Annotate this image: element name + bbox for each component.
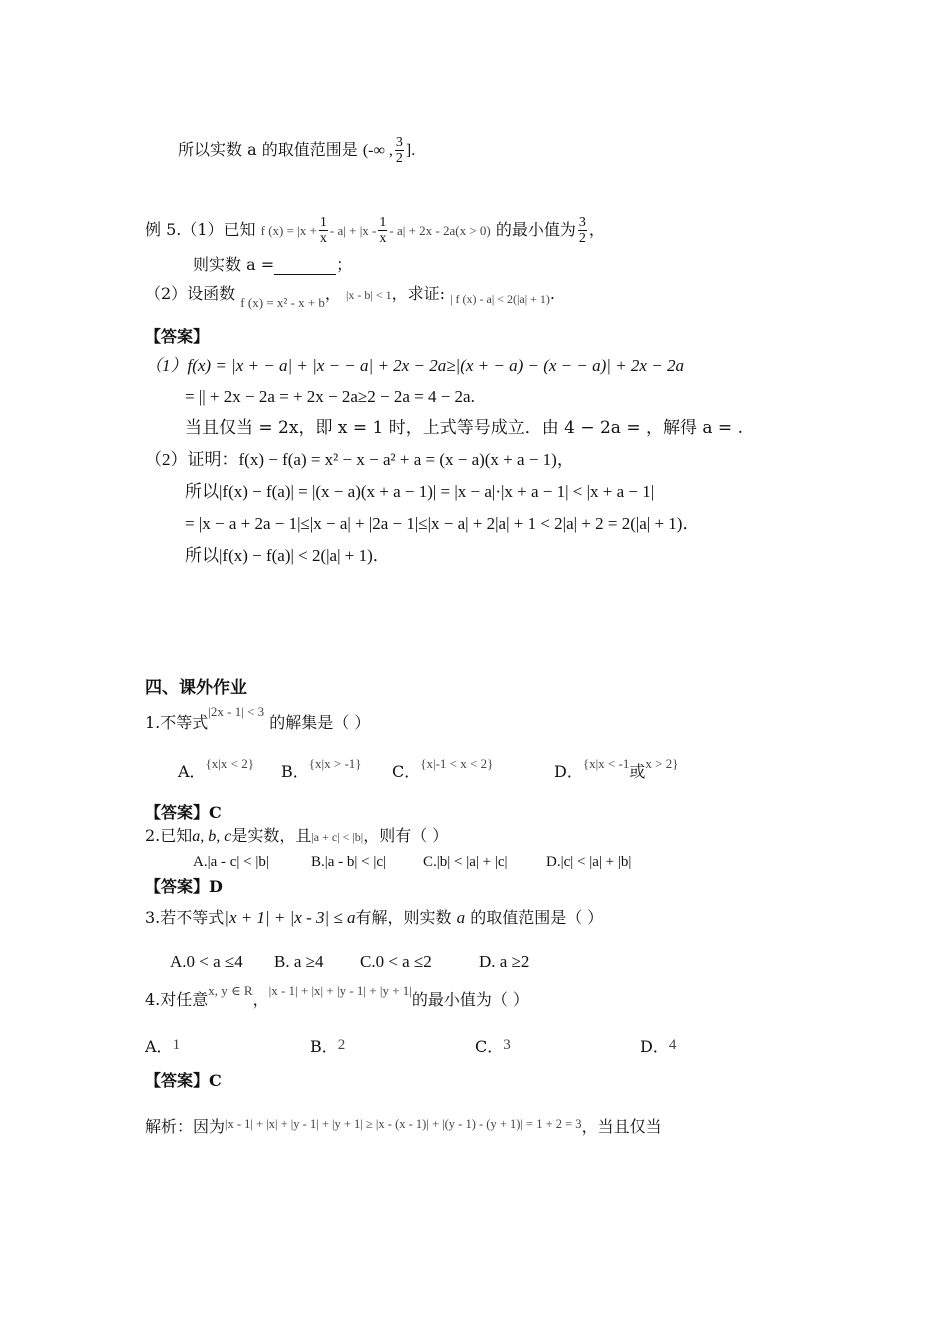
q2-lead: 2.已知 <box>145 826 193 845</box>
q2-mid: 是实数，且 <box>231 826 312 845</box>
conclusion-text: 所以实数 a 的取值范围是 <box>178 140 358 159</box>
example5-expr-part2: - a| + |x - <box>329 223 377 238</box>
section-title: 四、课外作业 <box>145 678 247 698</box>
q2-option-b: B.|a - b| < |c| <box>311 854 387 870</box>
q2-answer: 【答案】D <box>145 877 223 896</box>
analysis-tail: ，当且仅当 <box>581 1117 662 1136</box>
q3-mid: 有解，则实数 <box>355 908 452 927</box>
q1-option-a: A．$^{\{x|x < 2\}}$ <box>178 756 254 781</box>
part2-function: f (x) = x² - x + b <box>240 295 325 310</box>
q3-option-c: C.0 < a ≤2 <box>360 952 432 971</box>
q4-lead: 4.对任意 <box>145 990 209 1009</box>
example5-line2-tail: ； <box>336 255 353 274</box>
q2-tail: ，则有（ ） <box>363 826 449 845</box>
question-2 <box>145 826 448 847</box>
q3-option-b: B. a ≥4 <box>274 952 324 971</box>
q3-var: a <box>456 908 466 927</box>
q3-tail: 的取值范围是（ ） <box>470 908 604 927</box>
analysis <box>145 1117 662 1138</box>
question-3 <box>145 908 603 928</box>
example5-frac2: $\frac{1}{x}$ <box>379 215 387 246</box>
conclusion-fraction: $\frac{3}{2}$ <box>395 135 403 166</box>
q4-answer: 【答案】C <box>145 1071 222 1090</box>
answer-line-1: （1）f(x) = |x + − a| + |x − − a| + 2x − 2a≥|(x + − a) − (x − − a)| + 2x − 2a <box>145 356 684 375</box>
q2-option-d: D.|c| < |a| + |b| <box>546 854 632 870</box>
q3-expr: |x + 1| + |x - 3| ≤ a <box>224 908 356 927</box>
answer-line-6: = |x − a + 2a − 1|≤|x − a| + |2a − 1|≤|x − a| + 2|a| + 1 < 2|a| + 2 = 2(|a| + 1)． <box>185 514 700 533</box>
answer-line-2: = || + 2x − 2a = + 2x − 2a≥2 − 2a = 4 − 2a. <box>185 387 475 406</box>
q4-option-c: C．3 <box>475 1037 511 1056</box>
question-4 <box>145 983 529 1011</box>
conclusion-interval-start: (-∞ , <box>362 142 393 159</box>
analysis-lead: 解析：因为 <box>145 1117 226 1136</box>
q1-lead: 1.不等式 <box>145 713 209 732</box>
q2-option-c: C.|b| < |a| + |c| <box>423 854 508 870</box>
answer-line-3: 当且仅当 = 2x，即 x = 1 时，上式等号成立．由 4 − 2a = ，解得 a = . <box>185 418 743 438</box>
example5-min-fraction: $\frac{3}{2}$ <box>578 215 586 246</box>
q2-condition: |a + c| < |b| <box>311 830 364 844</box>
part2-condition: |x - b| < 1 <box>346 288 392 302</box>
part2-label: （2）设函数 <box>145 284 236 303</box>
example5-frac1: $\frac{1}{x}$ <box>319 215 327 246</box>
example5-part2: （2）设函数 $_{f (x) = x^2 - x + b}$， |x - b| < 1，求证: $_{| f (x) - a| < 2(|a| + 1)}$. <box>145 284 555 310</box>
range-conclusion <box>178 135 415 166</box>
q3-option-a: A.0 < a ≤4 <box>170 952 243 971</box>
q4-option-d: D．4 <box>640 1037 677 1056</box>
part2-target: | f (x) - a| < 2(|a| + 1) <box>450 292 550 306</box>
q1-option-b: B．$^{\{x|x > -1\}}$ <box>281 756 362 781</box>
q3-lead: 3.若不等式 <box>145 908 225 927</box>
q1-option-d: D．$^{\{x|x < -1}$或$^{x > 2\}}$ <box>554 756 679 781</box>
q1-option-c: C．$^{\{x|-1 < x < 2\}}$ <box>392 756 494 781</box>
q4-option-b: B．2 <box>310 1037 346 1056</box>
q2-vars: a, b, c <box>192 828 232 845</box>
question-1 <box>145 704 371 734</box>
example5-expr-part1: f (x) = |x + <box>260 223 317 238</box>
part2-prove: ，求证: <box>391 284 446 303</box>
answer-line-7: 所以|f(x) − f(a)| < 2(|a| + 1)． <box>185 546 390 565</box>
example5-line1 <box>145 215 605 246</box>
answer-blank <box>274 260 336 275</box>
q1-tail: 的解集是（ ） <box>269 713 371 732</box>
conclusion-interval-end: ]. <box>405 142 416 159</box>
answer-header: 【答案】 <box>145 327 210 346</box>
analysis-expr: |x - 1| + |x| + |y - 1| + |y + 1| ≥ |x - (x - 1)| + |(y - 1) - (y + 1)| = 1 + 2 = 3 <box>225 1117 582 1131</box>
q4-expr: |x - 1| + |x| + |y - 1| + |y + 1| <box>268 983 412 998</box>
example5-min-text: 的最小值为 <box>495 220 576 239</box>
example5-line2 <box>193 255 352 275</box>
q4-option-a: A．1 <box>145 1037 181 1056</box>
q4-condition: x, y ∈ R <box>208 983 253 998</box>
answer-line-4: （2）证明：f(x) − f(a) = x² − x − a² + a = (x − a)(x + a − 1)， <box>145 450 574 469</box>
example5-label: 例 5.（1）已知 <box>145 220 256 239</box>
example5-min-tail: ， <box>588 220 605 239</box>
q4-tail: 的最小值为（ ） <box>411 990 529 1009</box>
example5-blank-prompt: 则实数 a = <box>193 255 275 274</box>
q1-expr: |2x - 1| < 3 <box>208 704 265 719</box>
example5-expr-part3: - a| + 2x - 2a(x > 0) <box>389 223 491 238</box>
q1-answer: 【答案】C <box>145 803 222 822</box>
q4-comma: ， <box>252 990 269 1009</box>
q2-option-a: A.|a - c| < |b| <box>193 854 269 870</box>
answer-line-5: 所以|f(x) − f(a)| = |(x − a)(x + a − 1)| = |x − a|·|x + a − 1| < |x + a − 1| <box>185 482 655 501</box>
q3-option-d: D. a ≥2 <box>479 952 530 971</box>
